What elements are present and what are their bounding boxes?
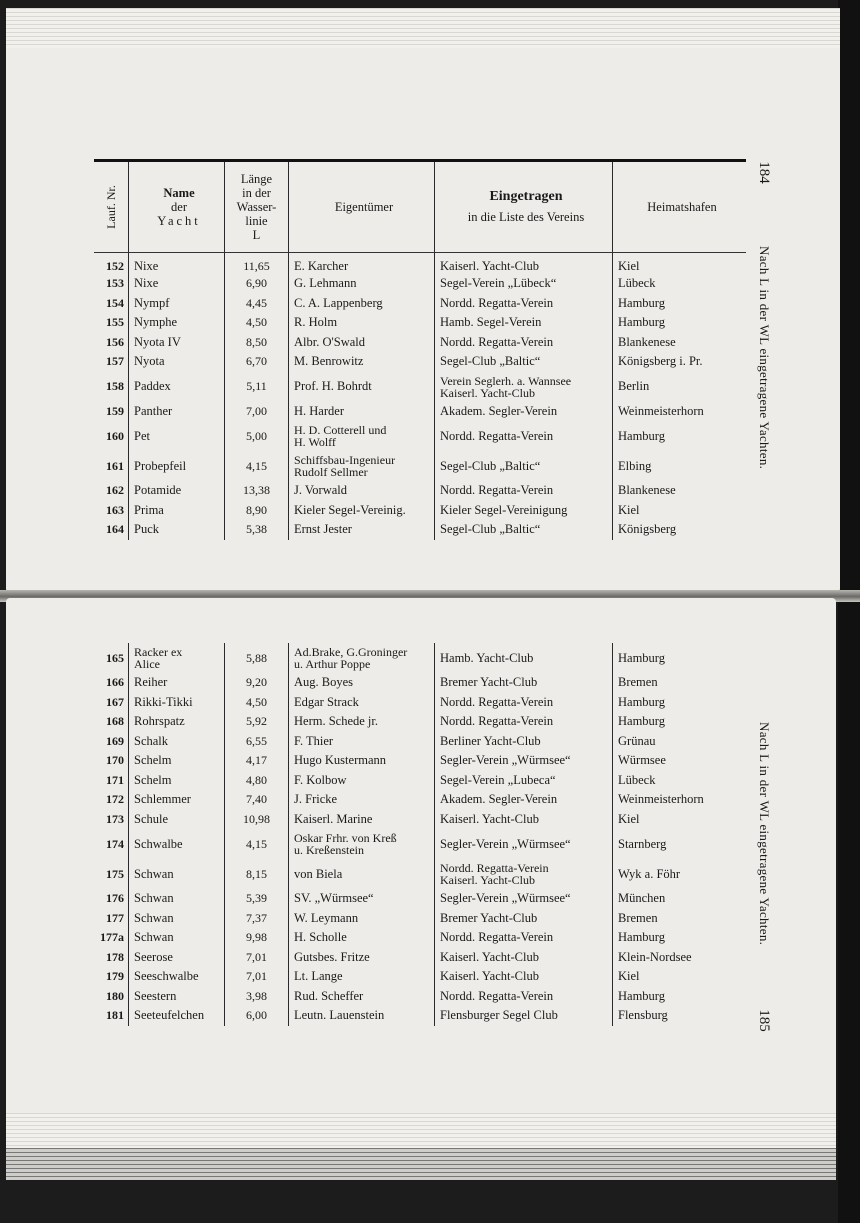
- table-row: [94, 889, 746, 909]
- cell-lauf-nr: 174: [106, 836, 124, 851]
- cell-home-port: Würmsee: [613, 751, 747, 771]
- cell-club: Kaiserl. Yacht-Club: [435, 810, 613, 830]
- cell-owner: F. Thier: [289, 732, 435, 752]
- cell-yacht-name: Nyota: [129, 352, 225, 372]
- cell-club: Segler-Verein „Würmsee“: [435, 751, 613, 771]
- yacht-table-page-185: [94, 643, 746, 1026]
- cell-club: Flensburger Segel Club: [435, 1006, 613, 1026]
- cell-yacht-name: Racker ex Alice: [129, 643, 225, 673]
- cell-length: 8,15: [225, 859, 289, 889]
- table-row: [94, 693, 746, 713]
- cell-yacht-name: Reiher: [129, 673, 225, 693]
- header-owner: Eigentümer: [289, 161, 435, 253]
- table-row: [94, 372, 746, 402]
- cell-home-port: Kiel: [613, 810, 747, 830]
- cell-home-port: Wyk a. Föhr: [613, 859, 747, 889]
- page-edge-lines: [6, 1113, 836, 1148]
- cell-lauf-nr: 156: [106, 334, 124, 349]
- cell-owner: Aug. Boyes: [289, 673, 435, 693]
- cell-home-port: Hamburg: [613, 313, 747, 333]
- cell-club: Nordd. Regatta-Verein Kaiserl. Yacht-Club: [435, 859, 613, 889]
- cell-club: Nordd. Regatta-Verein: [435, 421, 613, 451]
- cell-club: Akadem. Segler-Verein: [435, 402, 613, 422]
- cell-yacht-name: Puck: [129, 520, 225, 540]
- cell-club: Segler-Verein „Würmsee“: [435, 829, 613, 859]
- cell-club: Nordd. Regatta-Verein: [435, 481, 613, 501]
- cell-length: 6,55: [225, 732, 289, 752]
- cell-lauf-nr: 165: [106, 650, 124, 665]
- cell-lauf-nr: 167: [106, 694, 124, 709]
- cell-home-port: Hamburg: [613, 421, 747, 451]
- cell-home-port: München: [613, 889, 747, 909]
- cell-home-port: Berlin: [613, 372, 747, 402]
- cell-club: Hamb. Yacht-Club: [435, 643, 613, 673]
- cell-club: Segel-Verein „Lubeca“: [435, 771, 613, 791]
- cell-lauf-nr: 168: [106, 714, 124, 729]
- cell-length: 9,20: [225, 673, 289, 693]
- cell-lauf-nr: 160: [106, 428, 124, 443]
- cell-owner: Leutn. Lauenstein: [289, 1006, 435, 1026]
- cell-club: Kieler Segel-Vereinigung: [435, 501, 613, 521]
- cell-home-port: Weinmeisterhorn: [613, 402, 747, 422]
- cell-lauf-nr: 166: [106, 675, 124, 690]
- cell-lauf-nr: 154: [106, 295, 124, 310]
- header-registered: Eingetragen in die Liste des Vereins: [435, 161, 613, 253]
- cell-home-port: Königsberg: [613, 520, 747, 540]
- cell-yacht-name: Schelm: [129, 751, 225, 771]
- cell-length: 7,01: [225, 948, 289, 968]
- cell-lauf-nr: 177a: [100, 930, 124, 945]
- cell-length: 6,90: [225, 274, 289, 294]
- cell-lauf-nr: 179: [106, 969, 124, 984]
- header-lauf-nr: Lauf. Nr.: [94, 161, 129, 253]
- cell-club: Kaiserl. Yacht-Club: [435, 253, 613, 275]
- table-row: [94, 643, 746, 673]
- page-number-184: 184: [755, 161, 772, 184]
- cell-owner: Kaiserl. Marine: [289, 810, 435, 830]
- cell-lauf-nr: 158: [106, 379, 124, 393]
- cell-owner: C. A. Lappenberg: [289, 294, 435, 314]
- cell-length: 7,37: [225, 909, 289, 929]
- page-number-185: 185: [755, 1009, 772, 1032]
- cell-home-port: Lübeck: [613, 274, 747, 294]
- cell-yacht-name: Rohrspatz: [129, 712, 225, 732]
- cell-club: Bremer Yacht-Club: [435, 673, 613, 693]
- cell-yacht-name: Schelm: [129, 771, 225, 791]
- book-sheet-edges: [6, 1148, 836, 1180]
- cell-lauf-nr: 177: [106, 910, 124, 925]
- cell-yacht-name: Nixe: [129, 253, 225, 275]
- cell-length: 5,11: [225, 372, 289, 402]
- cell-home-port: Klein-Nordsee: [613, 948, 747, 968]
- cell-length: 4,17: [225, 751, 289, 771]
- cell-yacht-name: Nympf: [129, 294, 225, 314]
- table-row: [94, 751, 746, 771]
- cell-yacht-name: Nixe: [129, 274, 225, 294]
- cell-owner: Herm. Schede jr.: [289, 712, 435, 732]
- cell-club: Verein Seglerh. a. Wannsee Kaiserl. Yacht-Club: [435, 372, 613, 402]
- cell-owner: Hugo Kustermann: [289, 751, 435, 771]
- cell-owner: Oskar Frhr. von Kreß u. Kreßenstein: [289, 829, 435, 859]
- table-row: [94, 352, 746, 372]
- cell-home-port: Grünau: [613, 732, 747, 752]
- cell-owner: Rud. Scheffer: [289, 987, 435, 1007]
- side-caption-bottom: Nach L in der WL eingetragene Yachten.: [757, 722, 772, 946]
- cell-owner: Lt. Lange: [289, 967, 435, 987]
- cell-lauf-nr: 162: [106, 483, 124, 498]
- cell-length: 7,01: [225, 967, 289, 987]
- cell-owner: Ad.Brake, G.Groninger u. Arthur Poppe: [289, 643, 435, 673]
- header-length: Länge in der Wasser- linie L: [225, 161, 289, 253]
- cell-yacht-name: Schwan: [129, 928, 225, 948]
- cell-yacht-name: Schwan: [129, 909, 225, 929]
- cell-owner: von Biela: [289, 859, 435, 889]
- table-row: [94, 481, 746, 501]
- cell-lauf-nr: 178: [106, 949, 124, 964]
- cell-length: 7,40: [225, 790, 289, 810]
- cell-home-port: Hamburg: [613, 294, 747, 314]
- header-name: Name der Yacht: [129, 161, 225, 253]
- table-row: [94, 829, 746, 859]
- cell-length: 5,88: [225, 643, 289, 673]
- cell-owner: F. Kolbow: [289, 771, 435, 791]
- table-row: [94, 732, 746, 752]
- cell-length: 4,15: [225, 829, 289, 859]
- cell-yacht-name: Seerose: [129, 948, 225, 968]
- table-row: [94, 712, 746, 732]
- cell-yacht-name: Pet: [129, 421, 225, 451]
- cell-lauf-nr: 173: [106, 811, 124, 826]
- cell-length: 5,00: [225, 421, 289, 451]
- table-row: [94, 253, 746, 275]
- cell-owner: Gutsbes. Fritze: [289, 948, 435, 968]
- cell-yacht-name: Seeteufelchen: [129, 1006, 225, 1026]
- cell-yacht-name: Nymphe: [129, 313, 225, 333]
- cell-club: Kaiserl. Yacht-Club: [435, 967, 613, 987]
- cell-length: 5,92: [225, 712, 289, 732]
- cell-owner: M. Benrowitz: [289, 352, 435, 372]
- cell-length: 4,15: [225, 451, 289, 481]
- cell-yacht-name: Schule: [129, 810, 225, 830]
- cell-club: Berliner Yacht-Club: [435, 732, 613, 752]
- yacht-table-page-184: [94, 159, 746, 540]
- cell-owner: Albr. O'Swald: [289, 333, 435, 353]
- cell-home-port: Elbing: [613, 451, 747, 481]
- cell-length: 5,39: [225, 889, 289, 909]
- table-row: [94, 928, 746, 948]
- cell-yacht-name: Rikki-Tikki: [129, 693, 225, 713]
- cell-yacht-name: Probepfeil: [129, 451, 225, 481]
- cell-club: Segel-Club „Baltic“: [435, 451, 613, 481]
- cell-length: 3,98: [225, 987, 289, 1007]
- cell-owner: E. Karcher: [289, 253, 435, 275]
- cell-owner: H. D. Cotterell und H. Wolff: [289, 421, 435, 451]
- cell-lauf-nr: 159: [106, 403, 124, 418]
- cell-club: Nordd. Regatta-Verein: [435, 712, 613, 732]
- cell-length: 10,98: [225, 810, 289, 830]
- table-header-row: [94, 161, 746, 253]
- table-row: [94, 673, 746, 693]
- cell-home-port: Blankenese: [613, 333, 747, 353]
- table-row: [94, 967, 746, 987]
- cell-club: Nordd. Regatta-Verein: [435, 294, 613, 314]
- cell-yacht-name: Schwan: [129, 859, 225, 889]
- table-row: [94, 421, 746, 451]
- cell-club: Segel-Verein „Lübeck“: [435, 274, 613, 294]
- cell-club: Nordd. Regatta-Verein: [435, 928, 613, 948]
- cell-length: 11,65: [225, 253, 289, 275]
- cell-home-port: Kiel: [613, 501, 747, 521]
- cell-club: Nordd. Regatta-Verein: [435, 333, 613, 353]
- cell-owner: H. Scholle: [289, 928, 435, 948]
- background-edge: [838, 0, 860, 1223]
- cell-lauf-nr: 169: [106, 733, 124, 748]
- cell-length: 4,50: [225, 693, 289, 713]
- table-row: [94, 771, 746, 791]
- cell-home-port: Kiel: [613, 253, 747, 275]
- cell-club: Nordd. Regatta-Verein: [435, 987, 613, 1007]
- cell-owner: J. Vorwald: [289, 481, 435, 501]
- table-row: [94, 402, 746, 422]
- cell-length: 8,50: [225, 333, 289, 353]
- cell-lauf-nr: 161: [106, 458, 124, 473]
- table-row: [94, 313, 746, 333]
- cell-lauf-nr: 181: [106, 1008, 124, 1023]
- cell-club: Segel-Club „Baltic“: [435, 352, 613, 372]
- table-row: [94, 987, 746, 1007]
- table-row: [94, 948, 746, 968]
- cell-lauf-nr: 176: [106, 891, 124, 906]
- cell-club: Nordd. Regatta-Verein: [435, 693, 613, 713]
- cell-home-port: Hamburg: [613, 712, 747, 732]
- table-row: [94, 790, 746, 810]
- cell-yacht-name: Seeschwalbe: [129, 967, 225, 987]
- table-row: [94, 274, 746, 294]
- cell-length: 4,45: [225, 294, 289, 314]
- cell-club: Segler-Verein „Würmsee“: [435, 889, 613, 909]
- cell-owner: H. Harder: [289, 402, 435, 422]
- cell-owner: SV. „Würmsee“: [289, 889, 435, 909]
- side-caption-top: Nach L in der WL eingetragene Yachten.: [757, 246, 772, 470]
- cell-home-port: Hamburg: [613, 693, 747, 713]
- cell-home-port: Hamburg: [613, 987, 747, 1007]
- cell-length: 6,00: [225, 1006, 289, 1026]
- cell-home-port: Kiel: [613, 967, 747, 987]
- cell-owner: Ernst Jester: [289, 520, 435, 540]
- cell-yacht-name: Potamide: [129, 481, 225, 501]
- cell-lauf-nr: 180: [106, 988, 124, 1003]
- table-row: [94, 451, 746, 481]
- cell-lauf-nr: 170: [106, 753, 124, 768]
- table-row: [94, 810, 746, 830]
- cell-lauf-nr: 164: [106, 522, 124, 537]
- cell-home-port: Starnberg: [613, 829, 747, 859]
- cell-home-port: Weinmeisterhorn: [613, 790, 747, 810]
- cell-owner: G. Lehmann: [289, 274, 435, 294]
- cell-home-port: Lübeck: [613, 771, 747, 791]
- cell-club: Hamb. Segel-Verein: [435, 313, 613, 333]
- cell-lauf-nr: 152: [106, 259, 124, 273]
- cell-club: Kaiserl. Yacht-Club: [435, 948, 613, 968]
- cell-yacht-name: Schalk: [129, 732, 225, 752]
- cell-lauf-nr: 155: [106, 315, 124, 330]
- cell-yacht-name: Schwan: [129, 889, 225, 909]
- cell-length: 13,38: [225, 481, 289, 501]
- cell-lauf-nr: 175: [106, 866, 124, 881]
- cell-home-port: Blankenese: [613, 481, 747, 501]
- cell-owner: Kieler Segel-Vereinig.: [289, 501, 435, 521]
- table-row: [94, 909, 746, 929]
- cell-home-port: Bremen: [613, 909, 747, 929]
- cell-club: Bremer Yacht-Club: [435, 909, 613, 929]
- cell-length: 4,80: [225, 771, 289, 791]
- page-edge-lines: [6, 8, 840, 48]
- cell-lauf-nr: 163: [106, 502, 124, 517]
- cell-owner: W. Leymann: [289, 909, 435, 929]
- cell-yacht-name: Schlemmer: [129, 790, 225, 810]
- cell-home-port: Königsberg i. Pr.: [613, 352, 747, 372]
- table-row: [94, 333, 746, 353]
- cell-owner: Schiffsbau-Ingenieur Rudolf Sellmer: [289, 451, 435, 481]
- cell-home-port: Hamburg: [613, 643, 747, 673]
- cell-length: 4,50: [225, 313, 289, 333]
- cell-yacht-name: Seestern: [129, 987, 225, 1007]
- table-row: [94, 859, 746, 889]
- cell-lauf-nr: 171: [106, 772, 124, 787]
- table-row: [94, 1006, 746, 1026]
- cell-yacht-name: Nyota IV: [129, 333, 225, 353]
- cell-home-port: Hamburg: [613, 928, 747, 948]
- cell-owner: J. Fricke: [289, 790, 435, 810]
- cell-length: 9,98: [225, 928, 289, 948]
- cell-owner: Prof. H. Bohrdt: [289, 372, 435, 402]
- cell-length: 7,00: [225, 402, 289, 422]
- cell-owner: R. Holm: [289, 313, 435, 333]
- table-row: [94, 501, 746, 521]
- cell-lauf-nr: 153: [106, 276, 124, 291]
- cell-lauf-nr: 172: [106, 792, 124, 807]
- cell-length: 5,38: [225, 520, 289, 540]
- cell-yacht-name: Schwalbe: [129, 829, 225, 859]
- cell-club: Segel-Club „Baltic“: [435, 520, 613, 540]
- cell-yacht-name: Prima: [129, 501, 225, 521]
- cell-lauf-nr: 157: [106, 354, 124, 369]
- table-row: [94, 294, 746, 314]
- cell-length: 6,70: [225, 352, 289, 372]
- header-home-port: Heimatshafen: [613, 161, 747, 253]
- table-row: [94, 520, 746, 540]
- cell-home-port: Bremen: [613, 673, 747, 693]
- cell-home-port: Flensburg: [613, 1006, 747, 1026]
- cell-club: Akadem. Segler-Verein: [435, 790, 613, 810]
- cell-yacht-name: Paddex: [129, 372, 225, 402]
- cell-length: 8,90: [225, 501, 289, 521]
- cell-owner: Edgar Strack: [289, 693, 435, 713]
- cell-yacht-name: Panther: [129, 402, 225, 422]
